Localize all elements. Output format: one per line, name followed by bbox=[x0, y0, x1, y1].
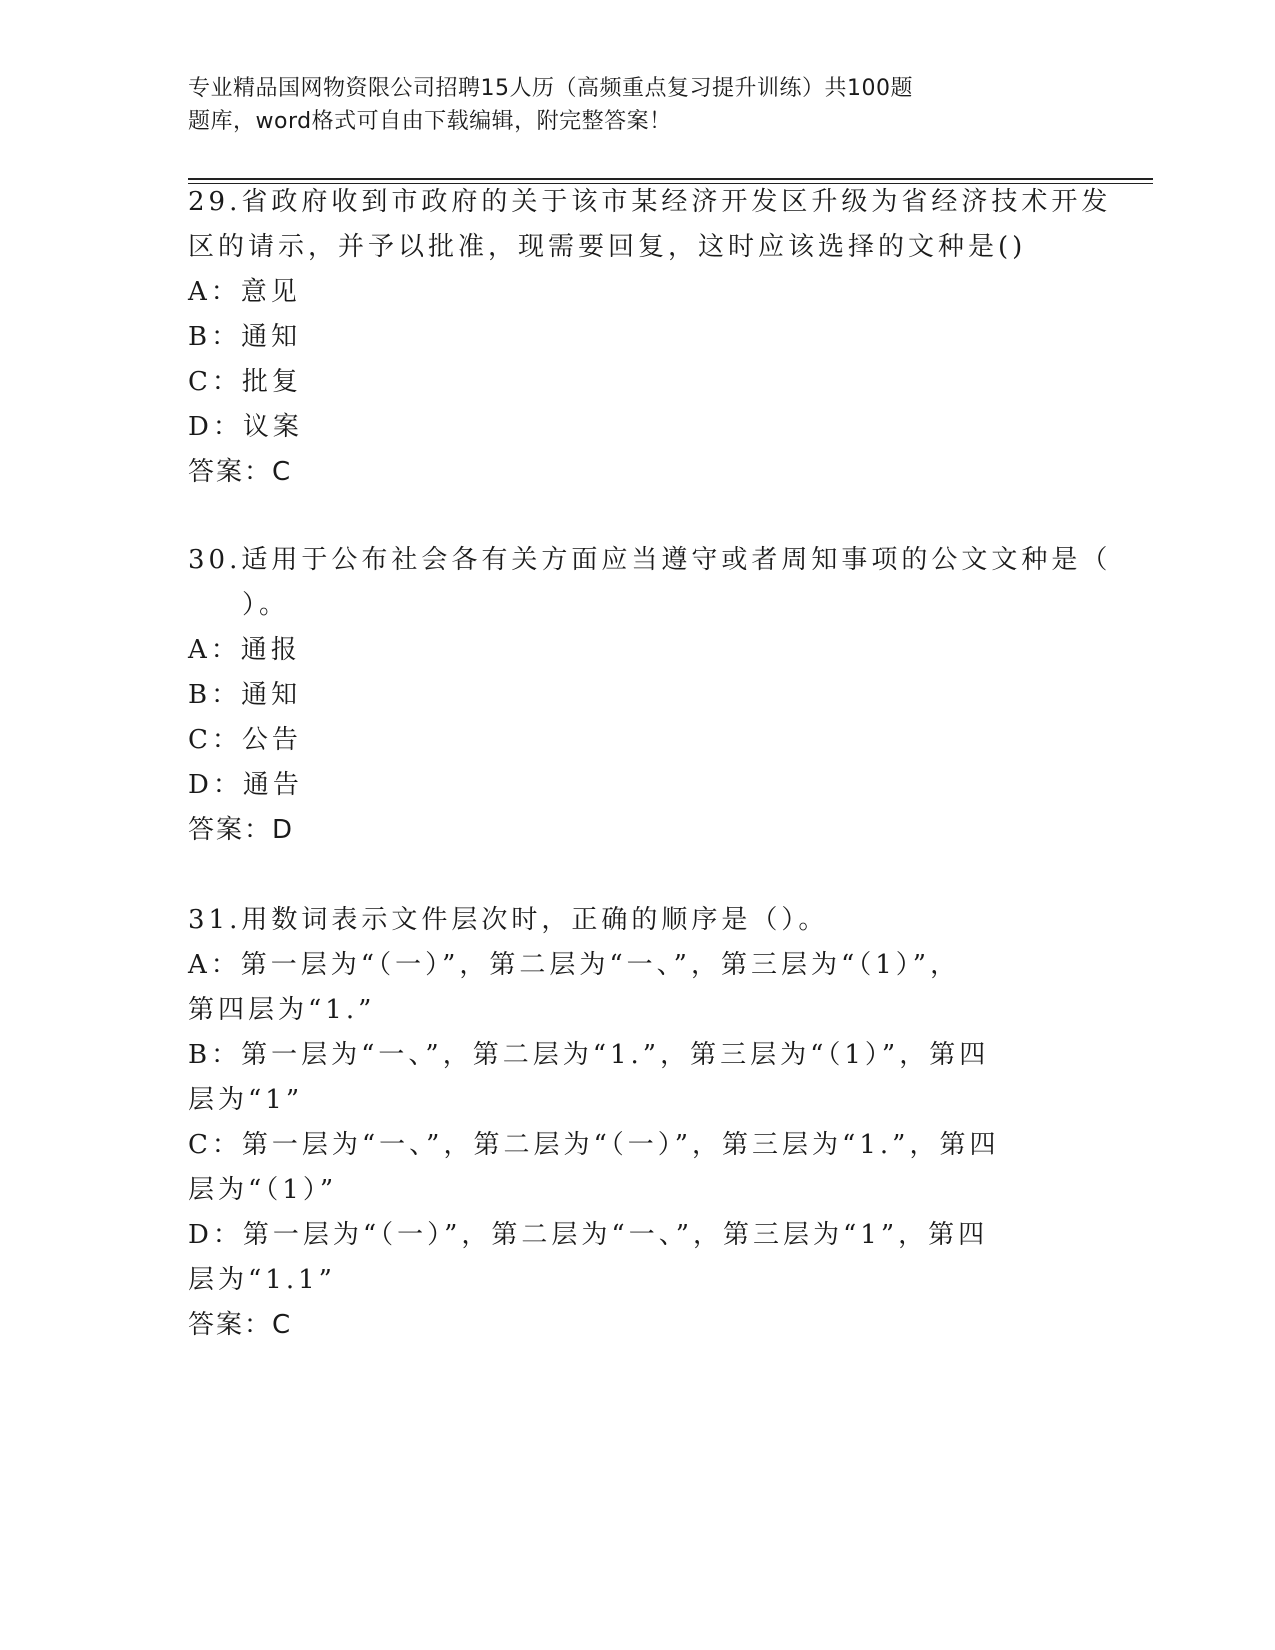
header-line-2: 题库，word格式可自由下载编辑，附完整答案！ bbox=[188, 109, 672, 134]
question-stem-continued: 区的请示，并予以批准，现需要回复，这时应该选择的文种是() bbox=[188, 232, 1027, 262]
answer: 答案：C bbox=[188, 457, 293, 487]
option-b: B：通知 bbox=[188, 680, 302, 710]
option-c: C：公告 bbox=[188, 725, 302, 755]
question-30 bbox=[188, 538, 1112, 853]
question-31 bbox=[188, 898, 1088, 1348]
answer: 答案：D bbox=[188, 815, 295, 845]
option-d: D：通告 bbox=[188, 770, 303, 800]
option-c-continued: 层为“（1）” bbox=[188, 1175, 338, 1205]
header-line-1: 专业精品国网物资限公司招聘15人历（高频重点复习提升训练）共100题 bbox=[188, 76, 913, 101]
option-a: A：第一层为“（一）”，第二层为“一、”，第三层为“（1）”， bbox=[188, 950, 961, 980]
option-d-continued: 层为“1.1” bbox=[188, 1265, 336, 1295]
option-d: D：议案 bbox=[188, 412, 303, 442]
option-b: B：第一层为“一、”，第二层为“1.”，第三层为“（1）”，第四 bbox=[188, 1040, 990, 1070]
question-29 bbox=[188, 180, 1112, 495]
answer: 答案：C bbox=[188, 1310, 293, 1340]
option-b-continued: 层为“1” bbox=[188, 1085, 304, 1115]
option-b: B：通知 bbox=[188, 322, 302, 352]
option-a: A：意见 bbox=[188, 277, 301, 307]
document-header bbox=[188, 72, 1068, 138]
option-a: A：通报 bbox=[188, 635, 301, 665]
option-a-continued: 第四层为“1.” bbox=[188, 995, 376, 1025]
question-stem-continued: ）。 bbox=[242, 590, 290, 620]
option-d: D：第一层为“（一）”，第二层为“一、”，第三层为“1”，第四 bbox=[188, 1220, 989, 1250]
option-c: C：批复 bbox=[188, 367, 302, 397]
option-c: C：第一层为“一、”，第二层为“（一）”，第三层为“1.”，第四 bbox=[188, 1130, 1000, 1160]
question-stem: 31.用数词表示文件层次时，正确的顺序是（）。 bbox=[188, 905, 829, 935]
question-stem: 30.适用于公布社会各有关方面应当遵守或者周知事项的公文文种是（ bbox=[188, 545, 1112, 575]
question-stem: 29.省政府收到市政府的关于该市某经济开发区升级为省经济技术开发 bbox=[188, 187, 1112, 217]
